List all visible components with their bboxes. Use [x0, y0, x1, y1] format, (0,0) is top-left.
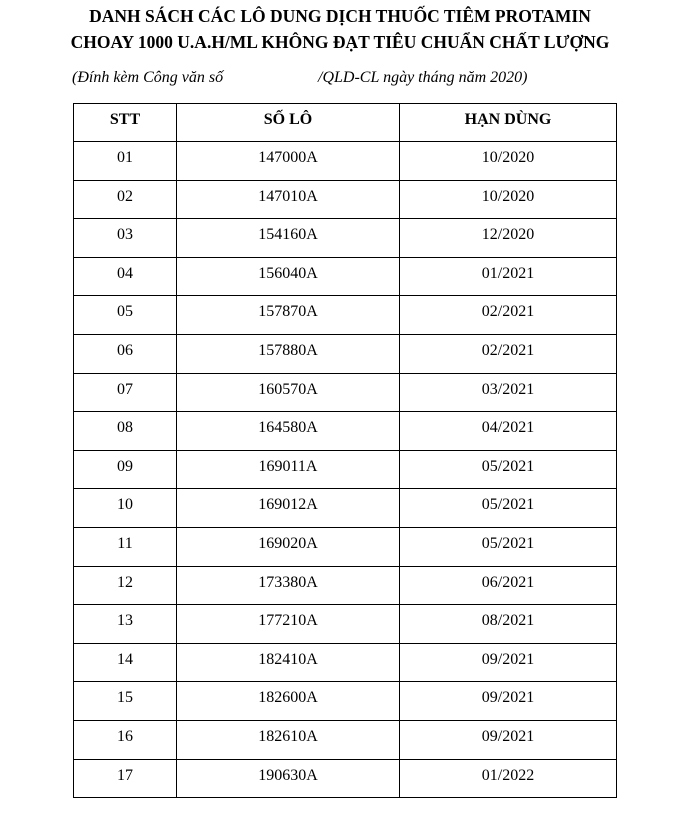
cell-stt: 14	[74, 643, 177, 682]
cell-expiry-date: 02/2021	[400, 334, 617, 373]
cell-expiry-date: 04/2021	[400, 412, 617, 451]
cell-stt: 08	[74, 412, 177, 451]
table-row	[74, 412, 617, 451]
table-row	[74, 334, 617, 373]
cell-lot-number: 182600A	[177, 682, 400, 721]
table-row	[74, 489, 617, 528]
cell-expiry-date: 01/2022	[400, 759, 617, 798]
cell-lot-number: 169011A	[177, 450, 400, 489]
table-row	[74, 759, 617, 798]
table-row	[74, 219, 617, 258]
table-row	[74, 450, 617, 489]
cell-expiry-date: 09/2021	[400, 643, 617, 682]
table-row	[74, 643, 617, 682]
cell-lot-number: 147010A	[177, 180, 400, 219]
document-title-line-1: DANH SÁCH CÁC LÔ DUNG DỊCH THUỐC TIÊM PROTAMIN	[89, 6, 591, 26]
subtitle-reference-suffix: /QLD-CL ngày tháng năm 2020)	[318, 69, 528, 86]
cell-expiry-date: 05/2021	[400, 450, 617, 489]
table-row	[74, 296, 617, 335]
cell-lot-number: 173380A	[177, 566, 400, 605]
cell-lot-number: 190630A	[177, 759, 400, 798]
table-row	[74, 682, 617, 721]
header-stt: STT	[74, 104, 177, 142]
cell-expiry-date: 05/2021	[400, 527, 617, 566]
cell-lot-number: 169012A	[177, 489, 400, 528]
cell-lot-number: 182610A	[177, 720, 400, 759]
cell-stt: 04	[74, 257, 177, 296]
cell-stt: 05	[74, 296, 177, 335]
cell-stt: 09	[74, 450, 177, 489]
cell-lot-number: 147000A	[177, 142, 400, 181]
table-row	[74, 180, 617, 219]
lot-table	[73, 103, 617, 798]
cell-stt: 16	[74, 720, 177, 759]
cell-lot-number: 156040A	[177, 257, 400, 296]
table-row	[74, 566, 617, 605]
table-row	[74, 720, 617, 759]
cell-expiry-date: 10/2020	[400, 142, 617, 181]
cell-lot-number: 160570A	[177, 373, 400, 412]
cell-expiry-date: 03/2021	[400, 373, 617, 412]
cell-lot-number: 177210A	[177, 605, 400, 644]
cell-stt: 11	[74, 527, 177, 566]
cell-stt: 12	[74, 566, 177, 605]
cell-stt: 06	[74, 334, 177, 373]
cell-expiry-date: 05/2021	[400, 489, 617, 528]
cell-stt: 13	[74, 605, 177, 644]
table-body	[74, 142, 617, 798]
cell-lot-number: 169020A	[177, 527, 400, 566]
cell-lot-number: 154160A	[177, 219, 400, 258]
subtitle-reference-prefix: (Đính kèm Công văn số	[72, 69, 224, 86]
cell-expiry-date: 12/2020	[400, 219, 617, 258]
cell-stt: 01	[74, 142, 177, 181]
cell-expiry-date: 06/2021	[400, 566, 617, 605]
cell-stt: 03	[74, 219, 177, 258]
table-row	[74, 142, 617, 181]
cell-expiry-date: 02/2021	[400, 296, 617, 335]
cell-expiry-date: 01/2021	[400, 257, 617, 296]
table-header-row	[74, 104, 617, 142]
cell-expiry-date: 09/2021	[400, 720, 617, 759]
cell-stt: 02	[74, 180, 177, 219]
cell-stt: 07	[74, 373, 177, 412]
document-title-line-2: CHOAY 1000 U.A.H/ML KHÔNG ĐẠT TIÊU CHUẨN CHẤT LƯỢNG	[70, 32, 610, 52]
cell-lot-number: 157880A	[177, 334, 400, 373]
cell-stt: 10	[74, 489, 177, 528]
document-subtitle	[0, 66, 680, 90]
table-row	[74, 373, 617, 412]
cell-expiry-date: 09/2021	[400, 682, 617, 721]
cell-expiry-date: 10/2020	[400, 180, 617, 219]
cell-lot-number: 164580A	[177, 412, 400, 451]
cell-lot-number: 182410A	[177, 643, 400, 682]
header-expiry-date: HẠN DÙNG	[400, 104, 617, 142]
table-row	[74, 527, 617, 566]
cell-stt: 17	[74, 759, 177, 798]
header-lot-number: SỐ LÔ	[177, 104, 400, 142]
cell-lot-number: 157870A	[177, 296, 400, 335]
table-row	[74, 605, 617, 644]
table-row	[74, 257, 617, 296]
cell-expiry-date: 08/2021	[400, 605, 617, 644]
cell-stt: 15	[74, 682, 177, 721]
